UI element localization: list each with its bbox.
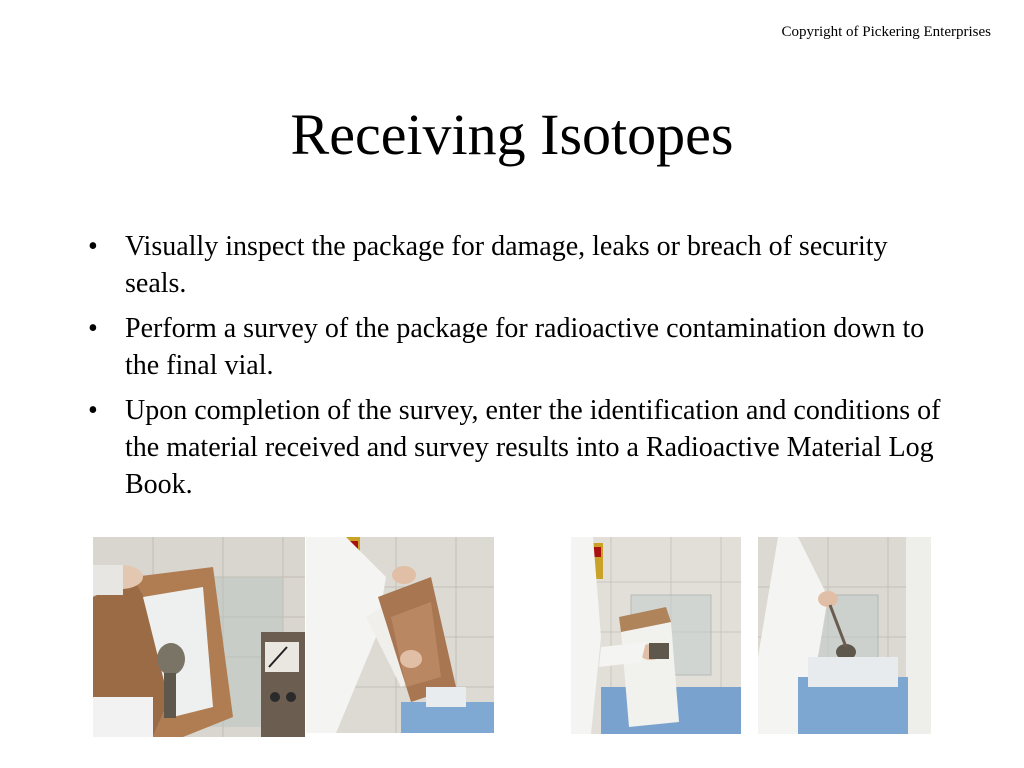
bullet-item bbox=[88, 228, 944, 302]
photo-surveying-package bbox=[571, 537, 741, 734]
bullet-marker: • bbox=[88, 395, 98, 426]
bullet-marker: • bbox=[88, 313, 98, 344]
bullet-text: Perform a survey of the package for radioactive contamination down to the final vial. bbox=[125, 313, 925, 381]
bullet-list bbox=[88, 228, 944, 511]
photo-inspecting-box bbox=[306, 537, 494, 733]
bullet-text: Upon completion of the survey, enter the identification and conditions of the material received and survey results into a Radioactive Material Log Book. bbox=[125, 395, 941, 500]
bullet-item bbox=[88, 392, 944, 503]
slide-title: Receiving Isotopes bbox=[290, 102, 734, 167]
bullet-item bbox=[88, 310, 944, 384]
copyright-notice: Copyright of Pickering Enterprises bbox=[781, 24, 991, 40]
photo-final-vial-survey bbox=[758, 537, 931, 734]
photo-opening-package bbox=[93, 537, 305, 737]
bullet-text: Visually inspect the package for damage, leaks or breach of security seals. bbox=[125, 231, 888, 299]
bullet-marker: • bbox=[88, 231, 98, 262]
